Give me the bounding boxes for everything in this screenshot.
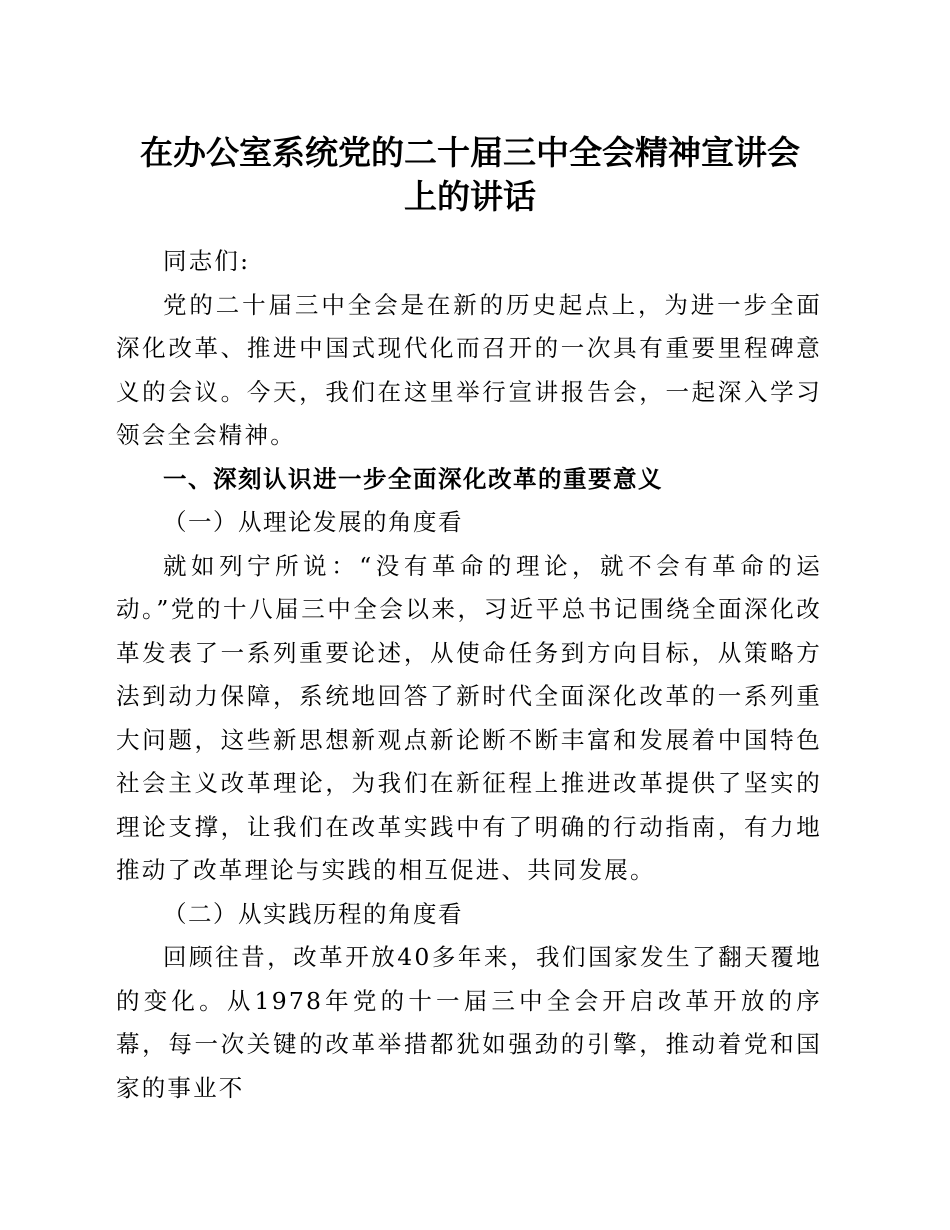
title-line-1: 在办公室系统党的二十届三中全会精神宣讲会 bbox=[140, 133, 800, 172]
title-line-2: 上的讲话 bbox=[404, 177, 536, 216]
subsection-heading-1: （一）从理论发展的角度看 bbox=[163, 508, 463, 536]
section-heading-1: 一、深刻认识进一步全面深化改革的重要意义 bbox=[163, 464, 663, 493]
paragraph-theory: 就如列宁所说：“没有革命的理论，就不会有革命的运动。”党的十八届三中全会以来，习近平总书记围绕全面深化改革发表了一系列重要论述，从使命任务到方向目标，从策略方法到动力保障，系统地回答了新时代全面深化改革的一系列重大问题，这些新思想新观点新论断不断丰富和发展着中国特色社会主义改革理论，为我们在新征程上推进改革提供了坚实的理论支撑，让我们在改革实践中有了明确的行动指南，有力地推动了改革理论与实践的相互促进、共同发展。 bbox=[116, 551, 822, 884]
subsection-heading-2: （二）从实践历程的角度看 bbox=[163, 899, 463, 928]
document-title bbox=[110, 131, 830, 219]
paragraph-practice: 回顾往昔，改革开放40多年来，我们国家发生了翻天覆地的变化。从1978年党的十一届三中全会开启改革开放的序幕，每一次关键的改革举措都犹如强劲的引擎，推动着党和国家的事业不 bbox=[116, 943, 822, 1102]
salutation: 同志们: bbox=[163, 247, 251, 275]
document-body bbox=[116, 240, 822, 1110]
paragraph-intro: 党的二十届三中全会是在新的历史起点上，为进一步全面深化改革、推进中国式现代化而召开的一次具有重要里程碑意义的会议。今天，我们在这里举行宣讲报告会，一起深入学习领会全会精神。 bbox=[116, 290, 822, 449]
